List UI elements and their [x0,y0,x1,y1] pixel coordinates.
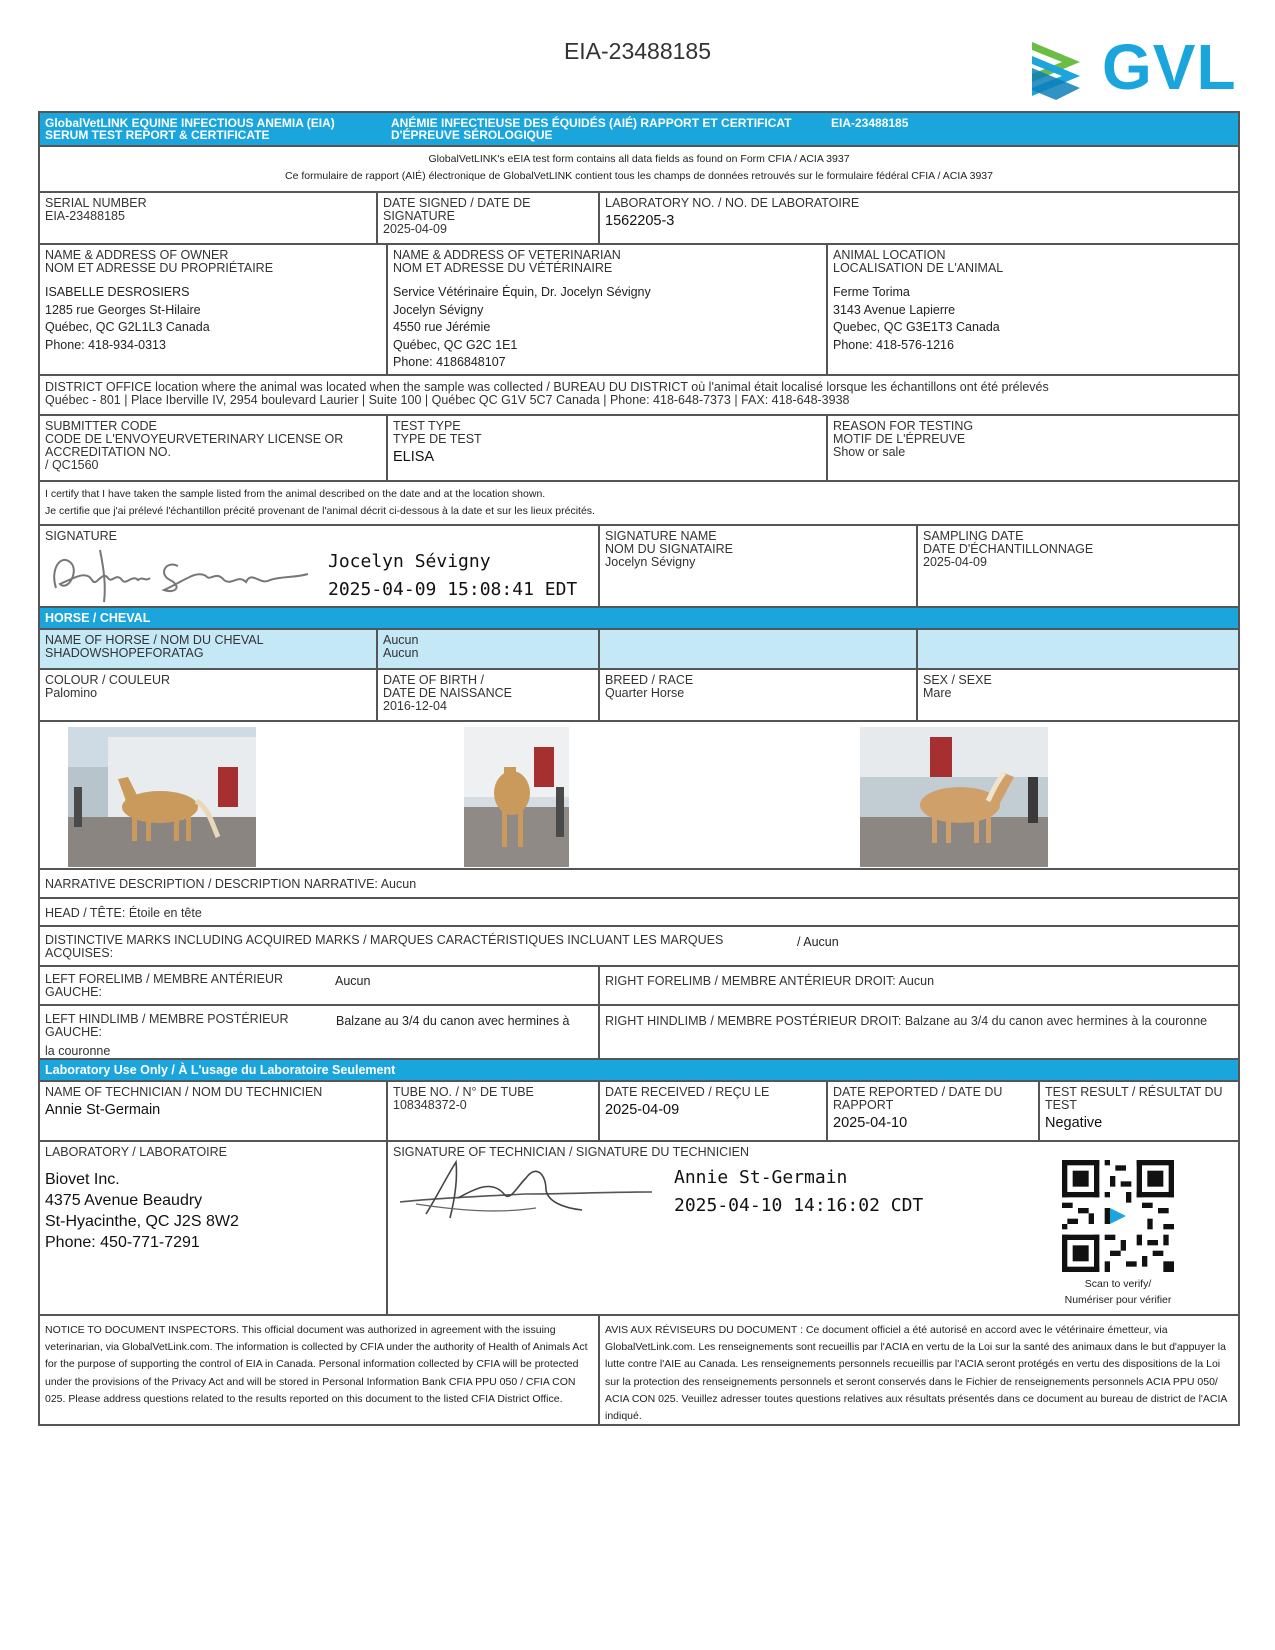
signature-label: SIGNATURE [45,529,117,543]
intro-section [38,147,1240,193]
horse-photos-row [38,722,1240,870]
reason-label-en: REASON FOR TESTING [833,419,974,433]
owner-block [40,245,386,374]
reported-value: 2025-04-10 [833,1115,908,1131]
marks-label-fr: ACQUISES: [45,946,114,960]
signature-name-value: Jocelyn Sévigny [605,555,696,569]
vet-label-en: NAME & ADDRESS OF VETERINARIAN [393,248,621,262]
hindlimb-row [38,1006,1240,1060]
right-hindlimb-value: Balzane au 3/4 du canon avec hermines à la couronne [904,1014,1208,1028]
certificate-form [38,111,1240,1426]
district-label: DISTRICT OFFICE location where the animal was located when the sample was collected / BUREAU DU DISTRICT où l'animal était localisé lorsque les échantillons ont été prélevés [45,380,1049,394]
dob-label-fr: DATE DE NAISSANCE [383,686,512,700]
banner-doc-id: EIA-23488185 [831,116,909,130]
laboratory-street: 4375 Avenue Beaudry [45,1192,203,1209]
owner-street: 1285 rue Georges St-Hilaire [45,302,201,317]
marks-value: / Aucun [797,935,839,949]
district-value: Québec - 801 | Place Iberville IV, 2954 boulevard Laurier | Suite 100 | Québec QC G1V 5C7 Canada | Phone: 418-648-7373 | FAX: 418-648-3938 [45,393,850,407]
notice-fr: AVIS AUX RÉVISEURS DU DOCUMENT : Ce document officiel a été autorisé en accord avec le vétérinaire émetteur, via GlobalVetLink.com. Les renseignements sont recueillis par l'ACIA en vertu de la Loi sur la santé des animaux dans le but d'appuyer la lutte contre l'AIE au Canada. Les renseignements personnels recueillis par l'ACIA seront protégés en vertu des dispositions de la Loi sur la protection des renseignements personnels et seront conservés dans le Fichier de renseignements personnels ACIA PPU 050/ ACIA CON 025. Veuillez adresser toutes questions relatives aux résultats présentés dans ce document au bureau de district de l'ACIA indiqué. [598,1316,1238,1424]
narrative-value: Aucun [380,877,417,891]
sex-label: SEX / SEXE [923,673,992,687]
laboratory-label: LABORATORY / LABORATOIRE [45,1145,228,1159]
signature-timestamp: 2025-04-09 15:08:41 EDT [328,579,578,600]
location-label-en: ANIMAL LOCATION [833,248,946,262]
technician-handwritten-signature [396,1158,656,1224]
submitter-label-fr: CODE DE L'ENVOYEURVETERINARY LICENSE OR ACCREDITATION NO. [45,432,344,459]
location-phone: Phone: 418-576-1216 [833,337,954,352]
marks-label-en: DISTINCTIVE MARKS INCLUDING ACQUIRED MARKS / MARQUES CARACTÉRISTIQUES INCLUANT LES MARQUES [45,933,724,947]
sampling-date-value: 2025-04-09 [923,555,987,569]
certify-en: I certify that I have taken the sample listed from the animal described on the date and at the location shown. [45,488,546,500]
location-label-fr: LOCALISATION DE L'ANIMAL [833,261,1004,275]
intro-line-en: GlobalVetLINK's eEIA test form contains all data fields as found on Form CFIA / ACIA 3937 [428,153,850,165]
horse-details-row [38,670,1240,722]
title-fr: ANÉMIE INFECTIEUSE DES ÉQUIDÉS (AIÉ) RAPPORT ET CERTIFICAT D'ÉPREUVE SÉROLOGIQUE [391,116,792,142]
vet-street: 4550 rue Jérémie [393,320,491,334]
horse-section-header [38,608,1240,630]
date-signed-label: DATE SIGNED / DATE DE SIGNATURE [383,196,531,223]
gvl-logo-mark-icon [1030,36,1092,102]
left-hindlimb-value-cont: la couronne [45,1044,111,1058]
intro-line-fr: Ce formulaire de rapport (AIÉ) électronique de GlobalVetLINK contient tous les champs de données retrouvés sur le formulaire fédéral CFIA / ACIA 3937 [285,170,993,182]
technician-timestamp: 2025-04-10 14:16:02 CDT [674,1195,924,1216]
signer-stamp: Jocelyn Sévigny [328,551,491,572]
lab-no-label: LABORATORY NO. / NO. DE LABORATOIRE [605,196,860,210]
vet-block [386,245,826,374]
qr-caption-en: Scan to verify/ [1084,1278,1152,1290]
head-label: HEAD / TÊTE: [45,906,126,920]
qr-code[interactable] [1062,1160,1174,1272]
serial-value: EIA-23488185 [45,209,125,223]
left-hindlimb-value: Balzane au 3/4 du canon avec hermines à [336,1014,570,1028]
breed-value: Quarter Horse [605,686,685,700]
vet-handwritten-signature [46,540,326,604]
forelimb-row [38,967,1240,1006]
horse-name-value: SHADOWSHOPEFORATAG [45,646,204,660]
submitter-value: / QC1560 [45,458,99,472]
serial-row [38,193,1240,245]
laboratory-name: Biovet Inc. [45,1171,120,1188]
result-label: TEST RESULT / RÉSULTAT DU TEST [1045,1085,1223,1112]
left-forelimb-label-en: LEFT FORELIMB / MEMBRE ANTÉRIEUR [45,972,284,986]
sampling-date-label-en: SAMPLING DATE [923,529,1024,543]
left-hindlimb-label-en: LEFT HINDLIMB / MEMBRE POSTÉRIEUR [45,1012,289,1026]
right-forelimb-label: RIGHT FORELIMB / MEMBRE ANTÉRIEUR DROIT: [605,974,896,988]
left-forelimb-label-fr: GAUCHE: [45,985,102,999]
submitter-label-en: SUBMITTER CODE [45,419,157,433]
horse-name-label: NAME OF HORSE / NOM DU CHEVAL [45,633,264,647]
horse-photo-front[interactable] [464,727,569,867]
horse-alt-2: Aucun [383,646,419,660]
addresses-row [38,245,1240,376]
vet-city: Québec, QC G2C 1E1 [393,337,518,352]
technician-stamp: Annie St-Germain [674,1167,848,1188]
owner-phone: Phone: 418-934-0313 [45,337,166,352]
horse-section-label: HORSE / CHEVAL [45,611,151,625]
location-block [826,245,1238,374]
test-type-label-en: TEST TYPE [393,419,461,433]
serial-label: SERIAL NUMBER [45,196,147,210]
dob-label-en: DATE OF BIRTH / [383,673,484,687]
location-street: 3143 Avenue Lapierre [833,302,956,317]
owner-label-en: NAME & ADDRESS OF OWNER [45,248,229,262]
gvl-logo-text: GVL [1102,31,1237,103]
location-name: Ferme Torima [833,285,910,299]
marks-row [38,927,1240,967]
district-row [38,376,1240,416]
sampling-date-label-fr: DATE D'ÉCHANTILLONNAGE [923,542,1094,556]
vet-phone: Phone: 4186848107 [393,355,506,369]
reason-label-fr: MOTIF DE L'ÉPREUVE [833,432,966,446]
technician-signature-label: SIGNATURE OF TECHNICIAN / SIGNATURE DU TECHNICIEN [393,1145,750,1159]
head-value: Étoile en tête [128,906,202,920]
certify-row [38,482,1240,526]
colour-label: COLOUR / COULEUR [45,673,171,687]
vet-name: Jocelyn Sévigny [393,302,484,317]
lab-section-label: Laboratory Use Only / À L'usage du Laboratoire Seulement [45,1063,396,1077]
narrative-label: NARRATIVE DESCRIPTION / DESCRIPTION NARRATIVE: [45,877,378,891]
vet-label-fr: NOM ET ADRESSE DU VÉTÉRINAIRE [393,261,613,275]
lab-no-value: 1562205-3 [605,213,675,229]
received-value: 2025-04-09 [605,1102,680,1118]
laboratory-city: St-Hyacinthe, QC J2S 8W2 [45,1213,239,1230]
signature-name-label-fr: NOM DU SIGNATAIRE [605,542,734,556]
document-title: EIA-23488185 [563,38,712,64]
reason-value: Show or sale [833,445,906,459]
certify-fr: Je certifie que j'ai prélevé l'échantillon précité provenant de l'animal décrit ci-dessous à la date et sur les lieux précités. [45,505,595,517]
horse-alt-1: Aucun [383,633,419,647]
owner-name: ISABELLE DESROSIERS [45,285,190,299]
vet-clinic: Service Vétérinaire Équin, Dr. Jocelyn Sévigny [393,285,651,299]
notice-en: NOTICE TO DOCUMENT INSPECTORS. This official document was authorized in agreement with the issuing veterinarian, via GlobalVetLink.com. The information is collected by CFIA under the authority of Health of Animals Act for the purpose of supporting the control of EIA in Canada. Personal information collected by CFIA will be protected under the provisions of the Privacy Act and will be stored in Personal Information Bank CFIA PPU 050 / CFIA CON 025. Please address questions related to the results reported on this document to the listed CFIA District Office. [45,1324,588,1405]
location-city: Quebec, QC G3E1T3 Canada [833,320,1000,334]
tube-value: 108348372-0 [393,1098,467,1112]
qr-caption-fr: Numériser pour vérifier [1064,1294,1172,1306]
head-row [38,899,1240,927]
reported-label: DATE REPORTED / DATE DU RAPPORT [833,1085,1003,1112]
signature-row [38,526,1240,608]
left-forelimb-value: Aucun [335,974,371,988]
dob-value: 2016-12-04 [383,699,447,713]
title-en: GlobalVetLINK EQUINE INFECTIOUS ANEMIA (EIA) SERUM TEST REPORT & CERTIFICATE [45,116,335,142]
owner-city: Québec, QC G2L1L3 Canada [45,320,210,334]
title-banner [38,111,1240,147]
right-forelimb-value: Aucun [898,974,935,988]
horse-photo-right-side[interactable] [860,727,1048,867]
lab-info-row [38,1082,1240,1142]
owner-label-fr: NOM ET ADRESSE DU PROPRIÉTAIRE [45,261,274,275]
result-value: Negative [1045,1115,1103,1131]
notice-row [38,1316,1240,1426]
test-info-row [38,416,1240,482]
horse-name-row [38,630,1240,670]
horse-photo-left-side[interactable] [68,727,256,867]
test-type-value: ELISA [393,449,435,465]
gvl-logo [1030,31,1245,103]
date-signed-value: 2025-04-09 [383,222,447,236]
narrative-row [38,870,1240,899]
right-hindlimb-label: RIGHT HINDLIMB / MEMBRE POSTÉRIEUR DROIT: [605,1014,902,1028]
signature-name-label-en: SIGNATURE NAME [605,529,717,543]
laboratory-phone: Phone: 450-771-7291 [45,1234,200,1251]
left-hindlimb-label-fr: GAUCHE: [45,1025,102,1039]
colour-value: Palomino [45,686,98,700]
lab-signature-row [38,1142,1240,1316]
technician-value: Annie St-Germain [45,1102,161,1118]
lab-section-header [38,1060,1240,1082]
sex-value: Mare [923,686,952,700]
technician-label: NAME OF TECHNICIAN / NOM DU TECHNICIEN [45,1085,323,1099]
breed-label: BREED / RACE [605,673,694,687]
received-label: DATE RECEIVED / REÇU LE [605,1085,770,1099]
test-type-label-fr: TYPE DE TEST [393,432,482,446]
tube-label: TUBE NO. / N° DE TUBE [393,1085,534,1099]
